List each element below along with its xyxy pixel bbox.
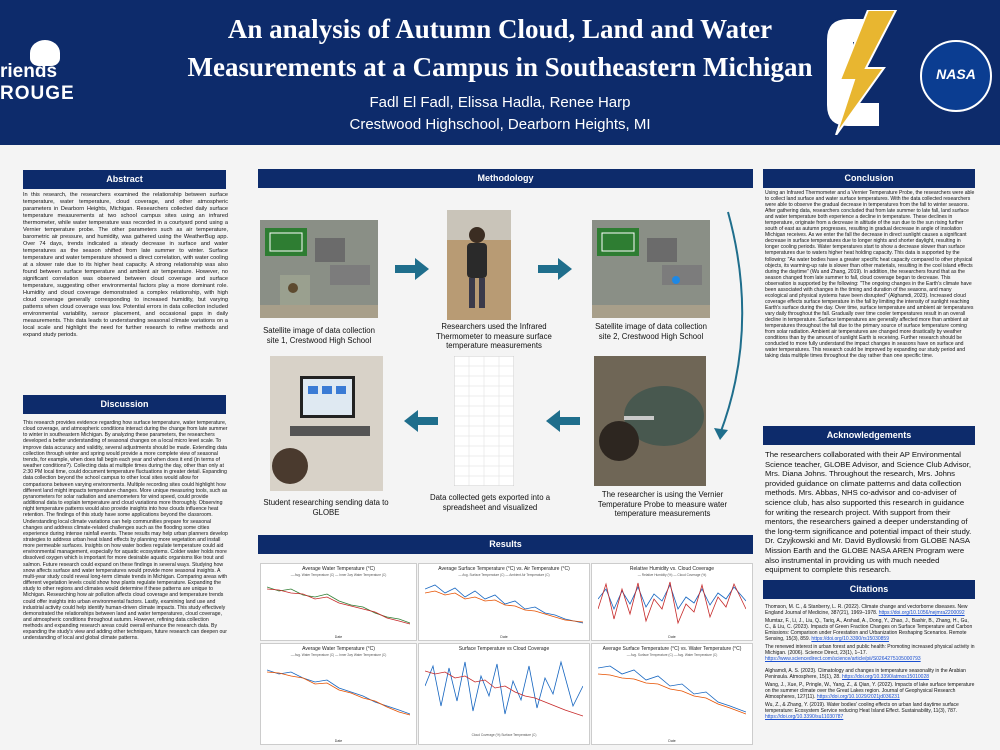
caption-site-1: Satellite image of data collection site 1, Crestwood High School: [263, 326, 375, 345]
citation-item: Alghamdi, A. S. (2023). Climatology and changes in temperature seasonality in the Arabian Peninsula. Atmosphere, 15(1), 28. https://doi.org/10.3390/atmos15010028: [765, 668, 966, 680]
chart-water-temp-1: Average Water Temperature (°C) — Avg. Water Temperature (C) — Inner 2wy Water Temperature (C) Date: [260, 563, 417, 641]
satellite-image-site-1: [260, 220, 378, 318]
caption-site-2: Satellite image of data collection site 2, Crestwood High School: [595, 322, 707, 341]
vernier-probe-photo: [594, 356, 706, 486]
chart-surface-vs-water: Average Surface Temperature (°C) vs. Water Temperature (°C) — Avg. Surface Temperature (C) — Avg. Water Temperature (C) Date: [591, 643, 753, 745]
citation-link[interactable]: https://doi.org/10.1029/2021jd036231: [816, 694, 900, 700]
citation-item: Wu, Z., & Zhang, Y. (2019). Water bodies' cooling effects on urban land daytime surface temperature: Ecosystem Service reducing Heat Island Effect. Sustainability, 11(3), 787. https://doi.org/10.3390/su11030787: [765, 702, 959, 720]
arrow-right-icon: [538, 258, 572, 280]
chart-water-temp-2: Average Water Temperature (°C) — Avg. Water Temperature (C) — Inner 2wy Water Temperature (C) Date: [260, 643, 417, 745]
line-plot: [598, 579, 746, 629]
abstract-text: In this research, the researchers examined the relationship between surface temperature, water temperature, cloud coverage, and other atmospheric parameters in Dearborn Heights, Michigan. Researchers collected daily surface temperature measurements at two school campus sites using an infrared thermometer, while water temperature was recorded in a courtyard pond using a Vernier temperature probe. The other parameters such as air temperature, barometric air pressure, and humidity, was gathered using the WeatherBug app. Over 74 days, trends indicated a steady decrease in surface and water temperatures as the season shifted from late summer to winter. Surface temperature and water temperature showed a direct correlation, with water cooling at a slower rate due to its higher heat capacity. A strong relationship was also found between surface temperature and ambient air temperature. However, no significant correlation was observed between cloud coverage and surface temperature, suggesting other environmental factors play a more dominant role. Humidity and cloud coverage demonstrated a complex relationship, with high cloud coverage generally corresponding to increased humidity, but varying patterns when cloud coverage was low. Potential errors in data collection included environmental variability, sensor placement, and occasional gaps in daily measurements. This data leads to understanding seasonal climate variations on a local scale and highlight the need for further research to refine methods and expand study periods.: [23, 192, 228, 338]
caption-infrared: Researchers used the Infrared Thermometer to measure surface temperature measurements: [436, 322, 552, 350]
acknowledgements-text: The researchers collaborated with their AP Environmental Science teacher, GLOBE Advisor, and Science Club Advisor, Mrs. Diana Johns. Throughout the research, Mrs. Johns provided guidance on climate patterns and data collection methods. Mrs. Abbas, NHS co-advisor and co-adviser of science club, has also supported this research in guidance for writing the research project. With support from their mentors, the researchers gained a deeper understanding of the long-term significance and potential impact of their study. Dr. Czyjkowski and Mr. David Bydlowski from GLOBE NASA Mission Earth and the GLOBE NASA AREN Program were also instrumental in providing us with much needed equipment to complete this research.: [765, 450, 972, 575]
citation-link[interactable]: https://www.sciencedirect.com/science/article/pii/S0264275105000793: [765, 656, 921, 662]
line-plot: [267, 579, 410, 629]
citations-list: [765, 604, 975, 744]
discussion-text: This research provides evidence regarding how surface temperature, water temperature, cloud coverage, and atmospheric conditions interact during the change from late summer to winter in southeastern Michigan. By analyzing these parameters, the researchers developed a better understanding of seasonal changes on a local micro level scale. To improve data accuracy and validity, several adjustments should be made. Extending data collection through winter and spring would provide a more complete view of seasonal trends, for example, when does fall begin each year and when does it end (in terms of weather conditions?). Collecting data at multiple times during the day, other than only at 2:30 PM local time, could document temperature fluctuations in greater detail. Expanding data collection beyond the school campus to other local sites would allow for comparisons between varying environments. Multiple recording sites could highlight how different land might impacts temperature changes. More unique measuring tools, such as pyranometers for solar radiation and anemometers for wind speed, could provide additional data to explain temperature and cloud variations more thoroughly. Observing night temperature patterns would also provide insights into how clouds influence heat retention. The findings of this study have some applications beyond the classroom. Understanding local climate variations can help communities prepare for seasonal changes and address climate-related challenges such as the flooding some cities experience during intense rainfall events. These results may help urban planners develop strategies to address urban heat island effects by planning more vegetation and install more permeable surfaces. Insights on how water bodies regulate temperature could aid environmental management, especially for aquatic ecosystems. Colder water holds more dissolved oxygen which is important for more desirable aquatic organisms like trout and salmon. Future research could expand on these findings in several ways. Studying how snow affects surface and water temperatures would provide more seasonal insights. A multi-year study could reveal long-term climate trends in Michigan. Comparing areas with different vegetation levels could show how plants regulate temperature. Expanding the study to other regions and climates would determine if these patterns are unique to Michigan. Researching how air pollution affects cloud coverage and temperature trends could offer insights into urban environmental factors. Lastly, examining land use and industrial activity could help identify human-driven climate impacts. This study effectively demonstrated the relationships between land and water temperatures, cloud coverage, and atmospheric conditions throughout autumn. However, refining data collection methods and expanding research areas could overall enhance the research data. By expanding the study's view and adding other techniques, future research can deepen our understanding of local and global climate patterns.: [23, 420, 228, 642]
citation-link[interactable]: https://doi.org/10.3390/su11030787: [765, 714, 844, 720]
citation-item: Thomson, M. C., & Stanberry, L. R. (2022). Climate change and vectorborne diseases. New England Journal of Medicine, 387(21), 1969–1978. https://doi.org/10.1056/nejmra2200092: [765, 604, 968, 616]
chart-humidity-vs-cloud: Relative Humidity vs. Cloud Coverage — Relative Humidity (%) — Cloud Coverage (%) Date: [591, 563, 753, 641]
student-sending-data-photo: [270, 356, 383, 491]
citation-link[interactable]: https://doi.org/10.3390/rs15030859: [811, 636, 889, 642]
caption-vernier: The researcher is using the Vernier Temperature Probe to measure water temperature measurements: [597, 490, 728, 518]
abstract-heading: Abstract: [23, 170, 226, 189]
methodology-heading: Methodology: [258, 169, 753, 188]
caption-globe: Student researching sending data to GLOBE: [263, 498, 389, 517]
poster-header: [0, 0, 1000, 145]
citation-item: Wang, J., Xue, P., Pringle, W., Yang, Z., & Qian, Y. (2022). Impacts of lake surface temperature on the summer climate over the Great Lakes region. Journal of Geophysical Research Atmospheres, 127(11). https://doi.org/10.1029/2021jd036231: [765, 682, 975, 700]
conclusion-text: Using an Infrared Thermometer and a Vernier Temperature Probe, the researchers were able to collect land surface and water surface temperatures. With the data collected researchers were able to observe the gradual decrease in temperatures from the fall to winter seasons. After gathering data, researchers concluded that from late summer to late fall, land surface and water temperature both experience a decline in temperature. These declines in temperature, originate from a decrease in altitude of the sun due to the sun rising further south of east as autumn progresses, resulting in gradual decrease in angle of insolation Michigan receives. As we enter the fall the decrease in direct sunlight causes a significant decrease in surface temperatures due to longer nights and shorter daylight, resulting in longer cooling periods. Water temperatures start to show a decrease slower than surface temperatures due to waters higher heat holding capacity. This data is supported by the following: "As water bodies have a greater specific heat capacity compared to other physical objects, its warming-up rate is slower than other materials, resulting in the cool island effects during the daytime" (Wu and Zhang, 2019). In addition, the researchers found that as the season changed from late summer to fall, cloud coverage began to decrease. This observation is supported by the following: "The ongoing changes in the Earth's climate have been associated with changes in the timing and duration of the seasons, and many ecological and physical systems have been disrupted" (Alghamdi, 2023). Increased cloud coverage effects surface temperature in the fall by limiting the intensity of sunlight reaching Earth's surface during the day. Over time, surface temperature and ambient air temperatures vary daily throughout the fall. Gradually over time cooler temperatures result in an overall decline in temperature. Surface temperatures are generally affected more than ambient air temperatures throughout the fall due to the primary source of surface temperature coming from solar radiation. Ambient air temperatures are changed more drastically by weather conditions than by the amount of sunlight Earth is receiving. Further research should be conducted to more fully understand the impact changes in seasons have on surface and water temperatures. This research could be improved by expanding our study period and taking data multiple times throughout the day rather than one specific time.: [765, 190, 975, 360]
satellite-image-site-2: [592, 220, 710, 318]
crestwood-c-logo: [818, 10, 898, 135]
poster-title: An analysis of Autumn Cloud, Land and Water Measurements at a Campus in Southeastern Michigan: [187, 14, 813, 82]
line-plot: [267, 660, 410, 720]
line-plot: [598, 660, 746, 720]
friends-of-the-rouge-logo: riends ROUGE: [0, 40, 95, 110]
line-plot: [425, 656, 583, 724]
arrow-left-icon: [546, 410, 580, 432]
nasa-logo: NASA: [920, 40, 992, 112]
discussion-heading: Discussion: [23, 395, 226, 414]
curved-arrow-icon: [700, 208, 764, 448]
arrow-left-icon: [404, 410, 438, 432]
chart-surface-vs-cloud: Surface Temperature vs Cloud Coverage Cloud Coverage (%) Surface Temperature (C): [418, 643, 590, 745]
conclusion-heading: Conclusion: [763, 169, 975, 188]
caption-spreadsheet: Data collected gets exported into a spreadsheet and visualized: [429, 493, 551, 512]
citation-item: The renewed interest in urban forest and public health: Promoting increased physical activity in Michigan. (2006). Science Direct, 23(1), 1–17. https://www.sciencedirect.com/science/article/pii/S0264275105000793: [765, 644, 975, 662]
acknowledgements-heading: Acknowledgements: [763, 426, 975, 445]
citation-item: Mumtaz, F., Li, J., Liu, Q., Tariq, A., Arshad, A., Dong, Y., Zhao, J., Bashir, B., Zhang, H., Gu, C., & Liu, C. (2023). Impacts of Green Fraction Changes on Surface Temperature and Carbon Emissions: Comparison under Forestation and Urbanization Reshaping Scenarios. Remote Sensing, 15(3), 859. https://doi.org/10.3390/rs15030859: [765, 618, 973, 642]
citation-link[interactable]: https://doi.org/10.1056/nejmra2200092: [878, 610, 965, 616]
citations-heading: Citations: [763, 580, 975, 599]
results-heading: Results: [258, 535, 753, 554]
author-block: [200, 92, 800, 136]
chart-surface-vs-air: Average Surface Temperature (°C) vs. Air Temperature (°C) — Avg. Surface Temperature (C) — Ambient Air Temperature (C) Date: [418, 563, 590, 641]
authors: Fadl El Fadl, Elissa Hadla, Renee Harp: [369, 94, 631, 111]
line-plot: [425, 579, 583, 629]
spreadsheet-image: [454, 356, 514, 486]
school: Crestwood Highschool, Dearborn Heights, MI: [349, 116, 651, 133]
arrow-right-icon: [395, 258, 429, 280]
citation-link[interactable]: https://doi.org/10.3390/atmos15010028: [842, 674, 930, 680]
infrared-thermometer-photo: [447, 210, 511, 320]
